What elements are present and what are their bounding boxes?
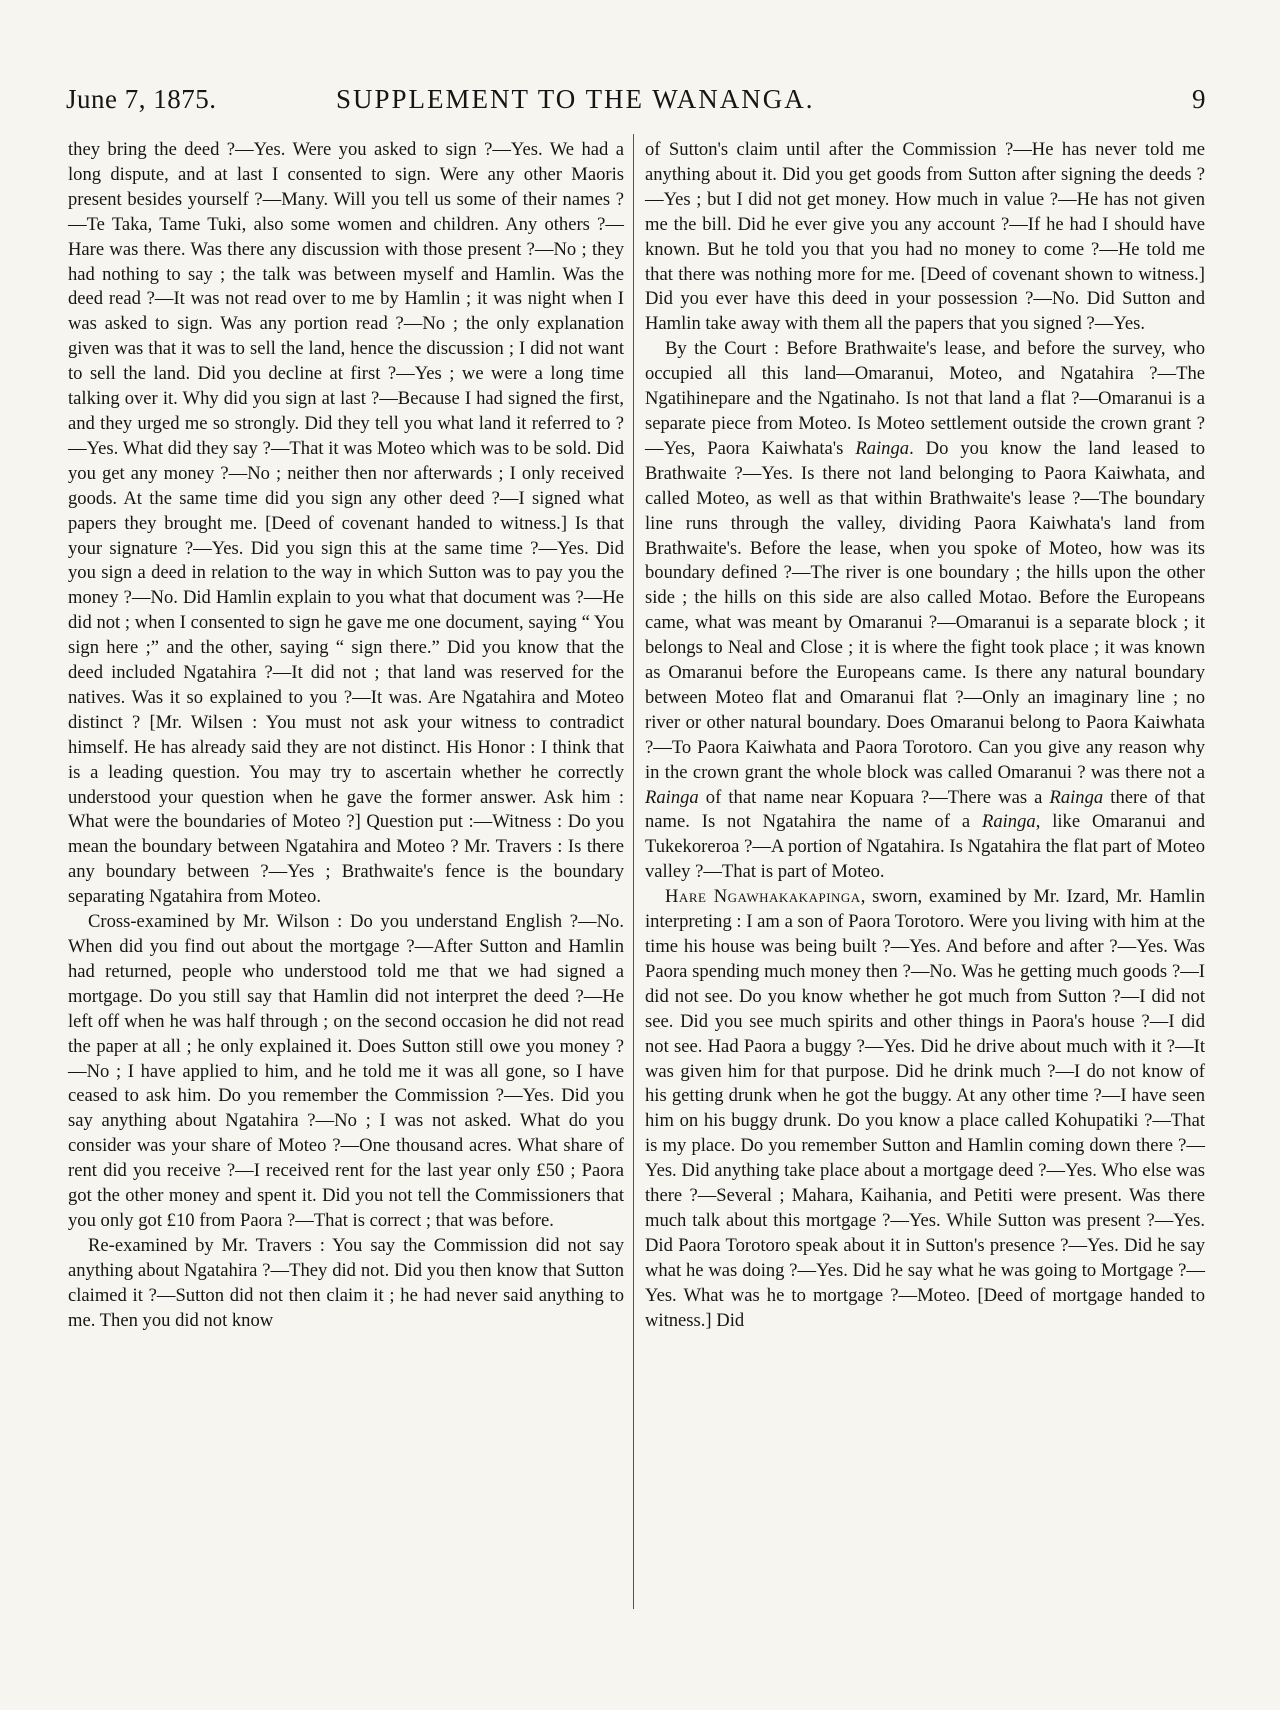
paragraph: [645, 885, 1205, 1333]
right-column: [645, 138, 1205, 1334]
paragraph: Re-examined by Mr. Travers : You say the Commission did not say anything about Ngatahira ?—They did not. Did you then know that Sutton claimed it ?—Sutton did not then claim it ; he had never said anything to me. Then you did not know: [68, 1234, 624, 1331]
text-run: . Do you know the land leased to Brathwaite ?—Yes. Is there not land belonging to Paora Kaiwhata, and called Moteo, as well as that within Brathwaite's lease ?—The boundary line runs through the valley, dividing Paora Kaiwhata's land from Brathwaite's. Before the lease, when you spoke of Moteo, how was its boundary defined ?—The river is one boundary ; the hills upon the other side ; the hills on this side are also called Motao. Before the Europeans came, what was meant by Omaranui ?—Omaranui is a separate block ; it belongs to Neal and Close ; it is where the fight took place ; it was known as Omaranui before the Europeans came. Is there any natural boundary between Moteo flat and Omaranui flat ?—Only an imaginary line ; no river or other natural boundary. Does Omaranui belong to Paora Kaiwhata ?—To Paora Kaiwhata and Paora Torotoro. Can you give any reason why in the crown grant the whole block was called Omaranui ? was there not a: [645, 437, 1205, 783]
text-run: By the Court : Before Brathwaite's lease, and before the survey, who occupied all this land—Omaranui, Moteo, and Ngatahira ?—The Ngatihinepare and the Ngatinaho. Is not that land a flat ?—Omaranui is a separate piece from Moteo. Is Moteo settlement outside the crown grant ?—Yes, Paora Kaiwhata's: [645, 338, 1205, 459]
italic-term: Rainga: [855, 437, 910, 459]
text-run: , like Omaranui and Tukekoreroa ?—A portion of Ngatahira. Is Ngatahira the flat part of Moteo valley ?—That is part of Moteo.: [645, 811, 1205, 883]
text-run: there of that name. Is not Ngatahira the name of a: [645, 786, 1205, 833]
italic-term: Rainga: [1049, 786, 1104, 808]
italic-term: Rainga: [981, 811, 1036, 833]
paragraph: Cross-examined by Mr. Wilson : Do you understand English ?—No. When did you find out about the mortgage ?—After Sutton and Hamlin had returned, people who understood told me that we had signed a mortgage. Do you still say that Hamlin did not interpret the deed ?—He left off when he was half through ; on the second occasion he did not read the paper at all ; he only explained it. Does Sutton still owe you money ?—No ; I have applied to him, and he told me it was all gone, so I have ceased to ask him. Do you remember the Commission ?—Yes. Did you say anything about Ngatahira ?—No ; I was not asked. What do you consider was your share of Moteo ?—One thousand acres. What share of rent did you receive ?—I received rent for the last year only £50 ; Paora got the other money and spent it. Did you not tell the Commissioners that you only got £10 from Paora ?—That is correct ; that was before.: [68, 911, 624, 1231]
witness-name: Hare Ngawhakakapinga: [665, 886, 861, 908]
page-number: 9: [1192, 84, 1206, 114]
left-column: [68, 138, 624, 1334]
paragraph: of Sutton's claim until after the Commission ?—He has never told me anything about it. Did you get goods from Sutton after signing the deeds ?—Yes ; but I did not get money. How much in value ?—He has not given me the bill. Did he ever give you any account ?—If he had I should have known. But he told you that you had no money to come ?—He told me that there was nothing more for me. [Deed of covenant shown to witness.] Did you ever have this deed in your possession ?—No. Did Sutton and Hamlin take away with them all the papers that you signed ?—Yes.: [645, 139, 1205, 335]
text-run: , sworn, examined by Mr. Izard, Mr. Hamlin interpreting : I am a son of Paora Torotoro. Were you living with him at the time his house was being built ?—Yes. And before and after ?—Yes. Was Paora spending much money then ?—No. Was he getting much goods ?—I did not see. Do you know whether he got much from Sutton ?—I did not see. Did you see much spirits and other things in Paora's house ?—I did not see. Had Paora a buggy ?—Yes. Did he drive about much with it ?—It was given him for that purpose. Did he drink much ?—I do not know of his getting drunk when he got the buggy. At any other time ?—I have seen him on his buggy drunk. Do you know a place called Kohupatiki ?—That is my place. Do you remember Sutton and Hamlin coming down there ?—Yes. Did anything take place about a mortgage deed ?—Yes. Who else was there ?—Several ; Mahara, Kaihania, and Petiti were present. Was there much talk about this mortgage ?—Yes. While Sutton was present ?—Yes. Did Paora Torotoro speak about it in Sutton's presence ?—Yes. Did he say what he was doing ?—Yes. Did he say what he was going to Mortgage ?—Yes. What was he to mortgage ?—Moteo. [Deed of mortgage handed to witness.] Did: [645, 886, 1205, 1331]
text-run: of that name near Kopuara ?—There was a: [698, 786, 1050, 808]
paragraph: they bring the deed ?—Yes. Were you asked to sign ?—Yes. We had a long dispute, and at last I consented to sign. Were any other Maoris present besides yourself ?—Many. Will you tell us some of their names ?—Te Taka, Tame Tuki, also some women and children. Any others ?—Hare was there. Was there any discussion with those present ?—No ; they had nothing to say ; the talk was between myself and Hamlin. Was the deed read ?—It was not read over to me by Hamlin ; it was night when I was asked to sign. Was any portion read ?—No ; the only explanation given was that it was to sell the land, hence the discussion ; I did not want to sell the land. Did you decline at first ?—Yes ; we were a long time talking over it. Why did you sign at last ?—Because I had signed the first, and they urged me so strongly. Did they tell you what land it referred to ?—Yes. What did they say ?—That it was Moteo which was to be sold. Did you get any money ?—No ; neither then nor afterwards ; I only received goods. At the same time did you sign any other deed ?—I signed what papers they brought me. [Deed of covenant handed to witness.] Is that your signature ?—Yes. Did you sign this at the same time ?—Yes. Did you sign a deed in relation to the way in which Sutton was to pay you the money ?—No. Did Hamlin explain to you what that document was ?—He did not ; when I consented to sign he gave me one document, saying “ You sign here ;” and the other, saying “ sign there.” Did you know that the deed included Ngatahira ?—It did not ; that land was reserved for the natives. Was it so explained to you ?—It was. Are Ngatahira and Moteo distinct ? [Mr. Wilsen : You must not ask your witness to contradict himself. He has already said they are not distinct. His Honor : I think that is a leading question. You may try to ascertain whether he correctly understood your question when he gave the former answer. Ask him : What were the boundaries of Moteo ?] Question put :—Witness : Do you mean the boundary between Ngatahira and Moteo ? Mr. Travers : Is there any boundary between ?—Yes ; Brathwaite's fence is the boundary separating Ngatahira from Moteo.: [68, 139, 624, 908]
column-divider: [633, 134, 634, 1609]
issue-date: June 7, 1875.: [66, 84, 217, 114]
publication-title: SUPPLEMENT TO THE WANANGA.: [336, 84, 815, 114]
italic-term: Rainga: [645, 786, 699, 808]
paragraph: [645, 337, 1205, 885]
page-header: [66, 84, 1206, 124]
